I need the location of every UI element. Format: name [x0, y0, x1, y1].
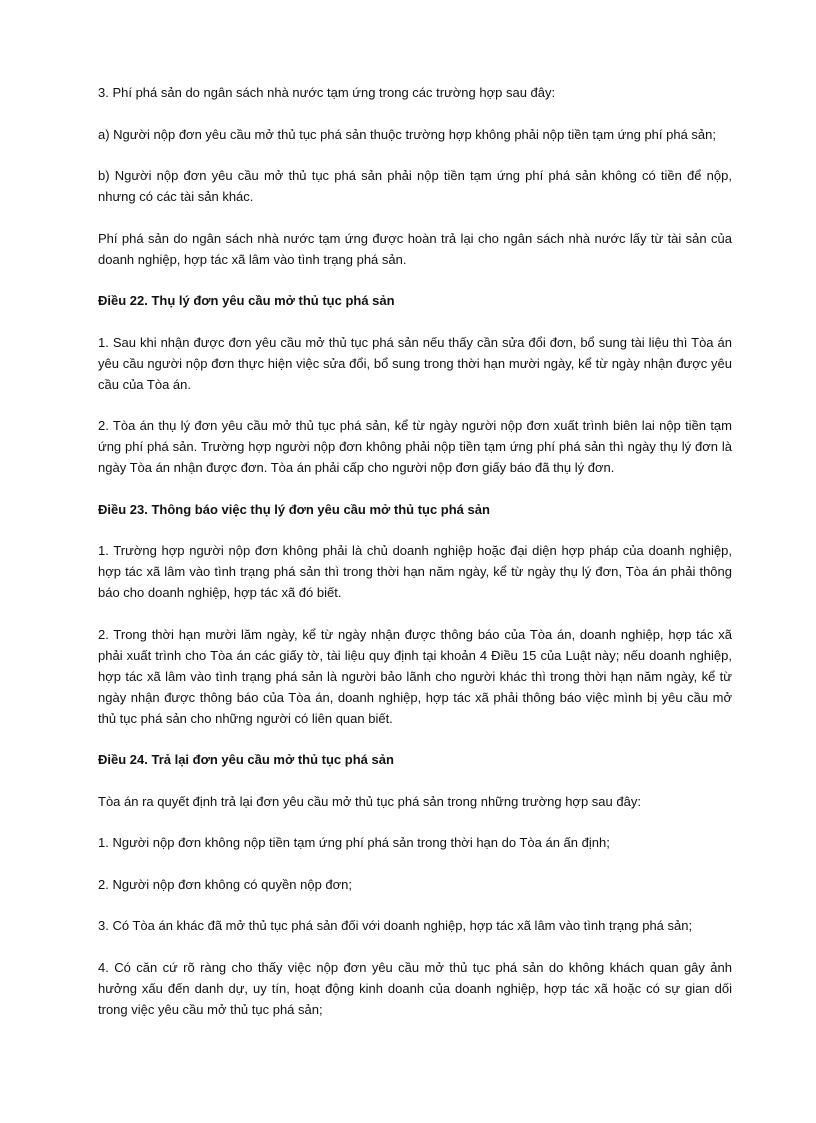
paragraph: 1. Sau khi nhận được đơn yêu cầu mở thủ tục phá sản nếu thấy cần sửa đổi đơn, bổ sung tài liệu thì Tòa án yêu cầu người nộp đơn thực hiện việc sửa đổi, bổ sung trong thời hạn mười ngày, kể từ ngày nhận được yêu cầu của Tòa án.: [98, 334, 732, 392]
document-body: [98, 82, 732, 1020]
paragraph: Tòa án ra quyết định trả lại đơn yêu cầu mở thủ tục phá sản trong những trường hợp sau đây:: [98, 793, 641, 809]
paragraph: 1. Trường hợp người nộp đơn không phải là chủ doanh nghiệp hoặc đại diện hợp pháp của doanh nghiệp, hợp tác xã lâm vào tình trạng phá sản thì trong thời hạn năm ngày, kể từ ngày thụ lý đơn, Tòa án phải thông báo cho doanh nghiệp, hợp tác xã đó biết.: [98, 543, 732, 600]
paragraph: 2. Tòa án thụ lý đơn yêu cầu mở thủ tục phá sản, kể từ ngày người nộp đơn xuất trình biên lai nộp tiền tạm ứng phí phá sản. Trường hợp người nộp đơn không phải nộp tiền tạm ứng phí phá sản thì ngày thụ lý đơn là ngày Tòa án nhận được đơn. Tòa án phải cấp cho người nộp đơn giấy báo đã thụ lý đơn.: [98, 418, 732, 475]
paragraph: 2. Người nộp đơn không có quyền nộp đơn;: [98, 876, 353, 892]
paragraph: 1. Người nộp đơn không nộp tiền tạm ứng phí phá sản trong thời hạn do Tòa án ấn định;: [98, 835, 610, 850]
paragraph: 4. Có căn cứ rõ ràng cho thấy việc nộp đơn yêu cầu mở thủ tục phá sản do không khách quan gây ảnh hưởng xấu đến danh dự, uy tín, hoạt động kinh doanh của doanh nghiệp, hợp tác xã hoặc có sự gian dối trong việc yêu cầu mở thủ tục phá sản;: [98, 959, 732, 1017]
paragraph: 3. Phí phá sản do ngân sách nhà nước tạm ứng trong các trường hợp sau đây:: [98, 85, 556, 100]
article-heading: Điều 24. Trả lại đơn yêu cầu mở thủ tục phá sản: [98, 752, 394, 767]
paragraph: 3. Có Tòa án khác đã mở thủ tục phá sản đối với doanh nghiệp, hợp tác xã lâm vào tình trạng phá sản;: [98, 918, 693, 933]
article-heading: Điều 22. Thụ lý đơn yêu cầu mở thủ tục phá sản: [98, 293, 395, 308]
paragraph: Phí phá sản do ngân sách nhà nước tạm ứng được hoàn trả lại cho ngân sách nhà nước lấy từ tài sản của doanh nghiệp, hợp tác xã lâm vào tình trạng phá sản.: [98, 230, 732, 267]
paragraph: b) Người nộp đơn yêu cầu mở thủ tục phá sản phải nộp tiền tạm ứng phí phá sản không có tiền để nộp, nhưng có các tài sản khác.: [98, 168, 732, 204]
paragraph: a) Người nộp đơn yêu cầu mở thủ tục phá sản thuộc trường hợp không phải nộp tiền tạm ứng phí phá sản;: [98, 126, 716, 142]
article-heading: Điều 23. Thông báo việc thụ lý đơn yêu cầu mở thủ tục phá sản: [98, 501, 490, 517]
paragraph: 2. Trong thời hạn mười lăm ngày, kể từ ngày nhận được thông báo của Tòa án, doanh nghiệp, hợp tác xã phải xuất trình cho Tòa án các giấy tờ, tài liệu quy định tại khoản 4 Điều 15 của Luật này; nếu doanh nghiệp, hợp tác xã lâm vào tình trạng phá sản là người bảo lãnh cho người khác thì trong thời hạn năm ngày, kể từ ngày nhận được thông báo của Tòa án, doanh nghiệp, hợp tác xã phải thông báo việc mình bị yêu cầu mở thủ tục phá sản cho những người có liên quan biết.: [98, 626, 732, 726]
